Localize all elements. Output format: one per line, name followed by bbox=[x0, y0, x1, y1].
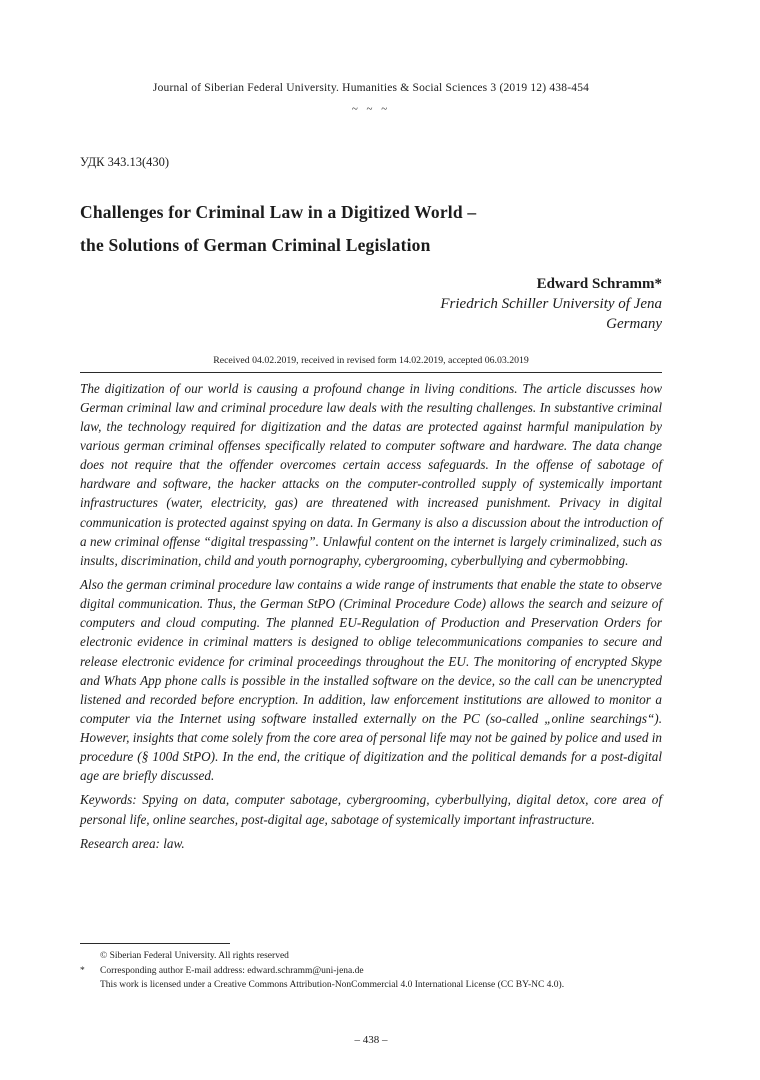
author-block bbox=[80, 274, 662, 335]
author-country: Germany bbox=[606, 316, 662, 333]
journal-header: Journal of Siberian Federal University. Humanities & Social Sciences 3 (2019 12) 438-454 bbox=[152, 82, 590, 94]
footnote-license: This work is licensed under a Creative Commons Attribution-NonCommercial 4.0 International License (CC BY-NC 4.0). bbox=[100, 979, 565, 990]
footnote-license-row bbox=[80, 978, 662, 992]
article-title bbox=[80, 196, 662, 262]
footnote-copyright-row bbox=[80, 949, 662, 963]
footnote-marker-empty-1 bbox=[80, 949, 100, 963]
abstract bbox=[80, 379, 662, 853]
received-dates: Received 04.02.2019, received in revised form 14.02.2019, accepted 06.03.2019 bbox=[213, 354, 529, 366]
footer-block bbox=[80, 943, 662, 1080]
article-title-line-1: Challenges for Criminal Law in a Digitized World – bbox=[80, 202, 477, 222]
footnote-asterisk-marker: * bbox=[80, 965, 85, 976]
footnote-divider bbox=[80, 943, 230, 944]
article-title-line-2: the Solutions of German Criminal Legislation bbox=[80, 234, 431, 255]
footnote-copyright: © Siberian Federal University. All rights reserved bbox=[100, 951, 289, 962]
header-ornament: ~ ~ ~ bbox=[351, 103, 391, 115]
abstract-divider bbox=[80, 372, 662, 373]
footnote-corresponding-author: Corresponding author E-mail address: edward.schramm@uni-jena.de bbox=[100, 965, 364, 976]
abstract-paragraph-2: Also the german criminal procedure law contains a wide range of instruments that enable the state to observe digital communication. Thus, the German StPO (Criminal Procedure Code) allows the search and seizure of computers and cloud computing. The planned EU-Regulation of Production and Preservation Orders for electronic evidence in criminal matters is designed to oblige telecommunications companies to secure and release electronic evidence for criminal proceedings throughout the EU. The monitoring of encrypted Skype and Whats App phone calls is possible in the installed software on the device, so the call can be unencrypted listened and recorded before encryption. In addition, law enforcement institutions are allowed to monitor a computer via the Internet using software installed externally on the PC (so-called „online searchings“). However, insights that come solely from the core area of personal life may not be gained by police and used in procedure (§ 100d StPO). In the end, the critique of digitization and the political demands for a post-digital age are briefly discussed. bbox=[80, 576, 662, 784]
footnotes bbox=[80, 949, 662, 992]
author-affiliation: Friedrich Schiller University of Jena bbox=[440, 296, 662, 313]
research-area: Research area: law. bbox=[80, 835, 185, 851]
footnote-corresponding-row bbox=[80, 964, 662, 978]
footnote-marker-empty-2 bbox=[80, 978, 100, 992]
author-name: Edward Schramm* bbox=[536, 275, 662, 292]
udk-code: УДК 343.13(430) bbox=[80, 155, 170, 169]
abstract-paragraph-1: The digitization of our world is causing a profound change in living conditions. The article discusses how German criminal law and criminal procedure law deals with the resulting challenges. In substantive criminal law, the technology required for digitization and the datas are protected against harmful manipulation by various german criminal offenses specifically related to computer software and hardware. The data change does not require that the offender overcomes certain access safeguards. In the offense of sabotage of hardware and software, the hacker attacks on the computer-controlled supply of systemically important infrastructures (water, electricity, gas) are threatened with increased punishment. Privacy in digital communication is protected against spying on data. In Germany is also a discussion about the introduction of a new criminal offense “digital trespassing”. Unlawful content on the internet is largely criminalized, such as insults, discrimination, child and youth pornography, cybergrooming, cyberbullying and cybermobbing. bbox=[80, 380, 662, 568]
page-number: – 438 – bbox=[354, 1034, 388, 1046]
keywords: Keywords: Spying on data, computer sabotage, cybergrooming, cyberbullying, digital detox, core area of personal life, online searches, post-digital age, sabotage of systemically important infrastructure. bbox=[80, 792, 662, 827]
